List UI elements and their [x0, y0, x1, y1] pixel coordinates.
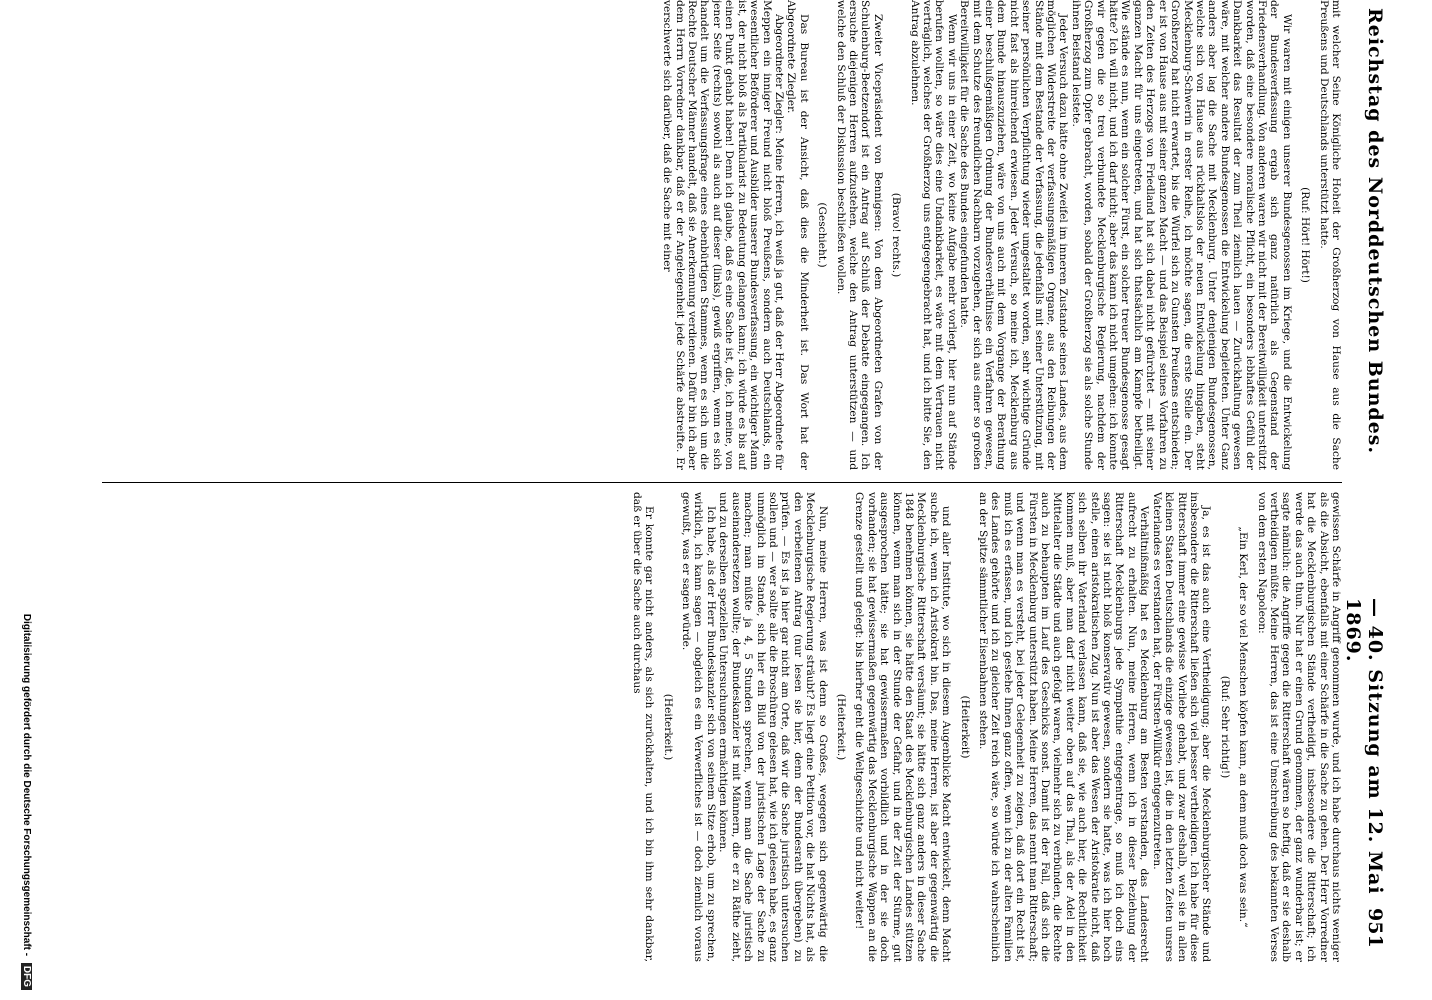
column-divider	[102, 482, 1342, 483]
paragraph: (Heiterkeit)	[958, 695, 971, 759]
paragraph: Ich habe, als der Herr Bundeskanzler sich von seinem Sitze erhob, um zu sprechen, wirklich, ich kann sagen — obgleich es ein Verwerfliches ist — doch ziemlich voraus gewußt, was er sagen würde.	[680, 492, 717, 962]
paragraph: mit welcher Seine Königliche Hoheit der Großherzog von Hause aus die Sache Preußens und Deutschlands unterstützt hatte.	[1317, 0, 1342, 470]
text-column-right	[82, 492, 1342, 962]
text-column-left	[82, 0, 1342, 470]
page-number: 951	[1364, 908, 1386, 948]
running-header	[1342, 8, 1392, 958]
paragraph: „Ein Kerl, der so viel Menschen köpfen kann, an dem muß doch was sein.“	[1237, 526, 1250, 928]
paragraph: (Ruf: Sehr richtig!)	[1218, 675, 1231, 779]
credit-text: Digitalisierung gefördert durch die Deutsche Forschungsgemeinschaft -	[21, 613, 32, 957]
header-session: — 40. Sitzung am 12. Mai 1869.	[1342, 598, 1386, 895]
paragraph: (Bravo! rechts.)	[890, 192, 903, 278]
header-title: Reichstag des Norddeutschen Bundes.	[1364, 8, 1386, 455]
paragraph: Verhältnißmäßig hat es Mecklenburg am Besten verstanden, das Landesrecht aufrecht zu erhalten. Nun, meine Herren, wenn ich in dieser Beziehung der Ritterschaft Mecklenburgs jede Sympathie entgegentrage, so muß ich doch eins sagen: sie ist nicht bloß konservativ gewesen, sondern sie hatte, was ich hier hoch stelle, einen aristokratischen Zug. Nun ist aber das Wesen der Aristokratie nicht, daß sich selben ihr Vaterland verlassen kann, daß sie, wie auch hier, die Rechtlichkeit kommen muß, aber man darf nicht weiter oben auf das Thal, als der Adel in den Mittelalter die Städte und auch gefolgt waren, vielmehr sich zu verbünden, die Rechte auch zu behaupten im Lauf des Geschicks sonst. Damit ist der Fall, daß sich die Fürsten in Mecklenburg unterstützt haben. Meine Herren, das nennt man Ritterschaft; und wenn man es versteht, bei jeder Gelegenheit zu zeigen, daß dort ein Recht ist, muß ich es erfassen, und ich gestehe Ihnen ganz offen, wenn ich zu der alten Familien des Landes gehörte und ich zu gleicher Zeit reich wäre, so würde ich wahrscheinlich an der Spitze sämmtlicher Eisenbahnen stehen.	[977, 492, 1151, 962]
paragraph: (Heiterkeit.)	[834, 693, 847, 761]
paragraph: Wenn wir uns in einer Zeit, wo keine Aufgabe mehr vorliegt, hier nun auf Stände berufen wollten, so wäre dies eine Undankbarkeit, es wäre mit dem Vertrauen nicht verträglich, welches der Großherzog uns entgegengebracht hat, und ich bitte Sie, den Antrag abzulehnen.	[908, 0, 958, 470]
paragraph: (Geschieht.)	[816, 202, 829, 268]
paragraph: und aller Institute, wo sich in diesem Augenblicke Macht entwickelt, denn Macht suche ich, wenn ich Aristokrat bin. Das, meine Herren, ist aber der gegenwärtig die Mecklenburgische Ritterschaft versäumt; sie hätte sich ganz anders in dieser Sache 1848 benehmen können, sie hätte den Staat des Mecklenburgischen Landes stützen können, wenn man sich in der Stunde der Gefahr, und in der Zeit der Stürme, gut ausgesprochen hätte; sie hat gewissermaßen vorbildlich und in der sie doch vorhanden; sie hat gewissermaßen gegenwärtig das Mecklenburgische Wappen an die Grenze gestellt und gelegt: bis hierher geht die Weltgeschichte und nicht weiter!	[853, 492, 953, 962]
paragraph: Ja, es ist das auch eine Vertheidigung; aber die Mecklenburgischer Stände und insbesondere die Ritterschaft ließen sich viel besser vertheidigen. Ich habe für diese Ritterschaft immer eine gewisse Vorliebe gehabt, und zwar deshalb, weil sie in allen kleinen Staaten Deutschlands die einzige gewesen ist, die in den letzten Zeiten unsres Vaterlandes es verstanden hat, der Fürsten-Willkür entgegenzutreten.	[1150, 492, 1213, 962]
paragraph: (Ruf: Hört! Hört!)	[1299, 187, 1312, 283]
paragraph: gewissen Schärfe in Angriff genommen wurde, und ich habe durchaus nichts weniger als die Absicht, ebenfalls mit einer Schärfe in die Sache zu gehen. Der Herr Vorredner hat die Mecklenburgischen Stände vertheidigt, insbesondere die Ritterschaft; ich werde das auch thun. Nur hat er einen Grund genommen, der ganz wunderbar ist; er sagte nämlich: die Angriffe gegen die Ritterschaft wären so heftig, daß er sie deshalb vertheidigen müßte. Meine Herren, das ist eine Umschreibung des bekannten Verses von dem ersten Napoleon:	[1255, 492, 1342, 962]
paragraph: Das Bureau ist der Ansicht, daß dies die Minderheit ist. Das Wort hat der Abgeordnete Ziegler.	[785, 0, 810, 470]
paragraph: Er konnte gar nicht anders, als sich zurückhalten, und ich bin ihm sehr dankbar, daß er über die Sache auch durchaus	[630, 492, 656, 962]
paragraph: Abgeordneter Ziegler: Meine Herren, ich weiß ja gut, daß der Herr Abgeordnete für Meppen ein inniger Freund nicht bloß Preußens, sondern auch Deutschlands, ein wesentlicher Beförderer und Ausbilder unserer Bundesverfassung, ein wichtiger Mann ist, der nicht bloß als Partikularist zu Bedeutung gelangen kann; ich würde es bis auf einen Punkt gehabt haben! Denn ich glaube, daß es eine Sache ist, die, ich meine, von jener Seite (rechts) sowohl als auch auf dieser (links), gewiß ergriffen, wenn es sich handelt um die Verfassungsfrage eines ebenbürtigen Stammes, wenn es sich um die Rechte Deutscher Männer handelt, daß sie Anerkennung verdienen. Dafür bin ich aber dem Herrn Vorredner dankbar, daß er der Angelegenheit jede Schärfe abstreifte. Er verschwerte sich darüber, daß die Sache mit einer	[661, 0, 785, 470]
paragraph: (Heiterkeit.)	[661, 693, 674, 761]
paragraph: Nun, meine Herren, was ist denn so Großes, wegegen sich gegenwärtig die Mecklenburgische Regierung sträubt? Es liegt eine Petition vor, die hat Nichts hat, als den verbeitenen Antrag (nur lesen sie hier, denn der Bundesrath übergeben) zu prüfen. — Es ist ja hier gar nicht am Orte, daß wir die Sache juristisch untersuchen sollen und — wer sollte alle die Broschüren gelesen hat, wie ich gelesen habe, es ganz unmöglich im Stande, sich hier ein Bild von der juristischen Lage der Sache zu machen; man müßte ja 4, 5 Stunden sprechen, wenn man die Sache juristisch auseinandersetzen wollte; der Bundeskanzler ist mit Männern, die er zu Räthe zieht, und zu derselben speziellen Untersuchungen ermächtigen können.	[717, 492, 829, 962]
paragraph: Jeder Versuch dazu hätte ohne Zweifel im inneren Zustande seines Landes, aus dem möglichen Widerstreite der verfassungsmäßigen Organe, aus den Reibungen der Stände mit dem Bestande der Verfassung, die jedenfalls mit seiner Unterstützung, mit seiner persönlichen Verpflichtung wieder umgestaltet worden, sehr wichtige Gründe nicht fast als hinreichend erwiesen. Jeder Versuch, so meine ich, Mecklenburg aus dem Bunde hinauszuziehen, wäre von uns auch mit dem Vorgange der Berathung einer beschlußgemäßigen Ordnung der Bundesverhältnisse ein Verfahren gewesen, mit dem Schutze des freundlichen Nachbarn vorzugehen, der sich aus einer so großen Bereitwilligkeit für die Sache des Bundes eingefunden hatte.	[958, 0, 1070, 470]
paragraph: Wir waren mit einigen unserer Bundesgenossen im Kriege, und die Entwickelung der Bundesverfassung ergab sich ganz natürlich als Gegenstand der Friedensverhandlung. Von anderen waren wir nicht mit der Bereitwilligkeit unterstützt worden, daß eine besondere moralische Pflicht, ein besonders lebhaftes Gefühl der Dankbarkeit das Resultat der zum Theil ziemlich lauen — Zurückhaltung gewesen wäre, mit welcher andere Bundesgenossen die Entwickelung begleiteten. Unter Ganz anders aber lag die Sache mit Mecklenburg. Unter denjenigen Bundesgenossen, welche sich von Hause aus rückhaltslos der neuen Entwickelung hingaben, steht Mecklenburg-Schwerin in erster Reihe, ich möchte sagen, die erste Stelle ein. Der Großherzog hat nicht erwartet, bis die Würfel sich zu Gunsten Preußens entschieden; er ist von Hause aus mit seiner ganzen Macht — und das Beispiel seines Vorfahren zu den Zeiten des Herzogs von Friedland hat sich dabei nicht gefürchtet — mit seiner ganzen Macht für uns eingetreten, und hat sich thatsächlich am Kampfe betheiligt. Wie stände es nun, wenn ein solcher Fürst, ein solcher treuer Bundesgenosse gesagt hätte? Ich will nicht, und ich darf nicht; aber das kann ich nicht umgehen: ich konnte wir gegen die so treu verbundete Mecklenburgische Regierung, nachdem der Großherzog zum Opfer gebracht, worden, sobald der Großherzog sie als solche Stunde ihnen Beistand leistete.	[1069, 0, 1293, 470]
paragraph: Zweiter Vicepräsident von Bennigsen: Von dem Abgeordneten Grafen von der Schulenburg-Beetzendorf ist ein Antrag auf Schluß der Debatte eingegangen. Ich ersuche diejenigen Herren aufzustehen, welche den Antrag unterstützen — und welche den Schluß der Diskussion beschließen wollen.	[834, 0, 884, 470]
dfg-logo: DFG	[21, 963, 32, 990]
digitization-credit	[10, 60, 32, 990]
